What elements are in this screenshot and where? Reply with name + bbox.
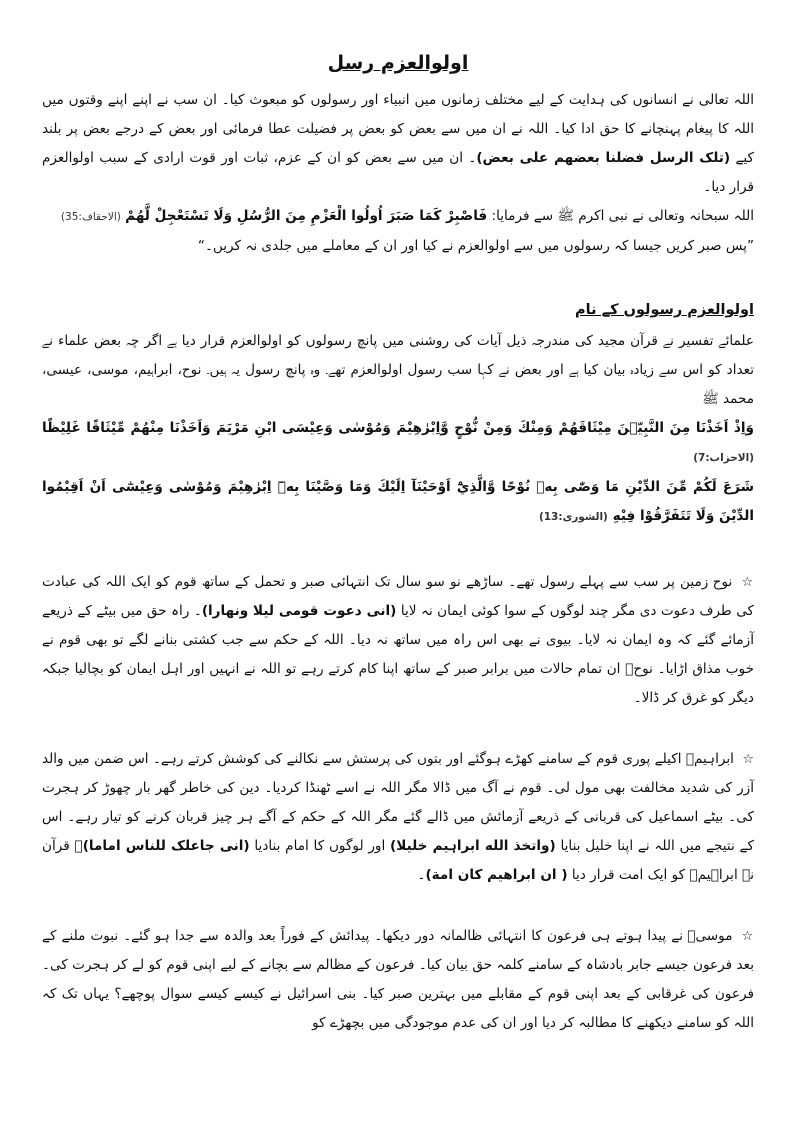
abraham-arabic-quote-2: (انی جاعلک للناس اماما) (82, 838, 250, 854)
star-icon: ☆ (742, 752, 755, 767)
intro-paragraph-2 (42, 202, 754, 232)
intro-arabic-quote: (تلک الرسل فضلنا بعضھم علی بعض) (476, 150, 731, 166)
noah-arabic-quote: (انی دعوت قومی لیلا ونھارا) (201, 603, 397, 619)
noah-text: نوح زمین پر سب سے پہلے رسول تھے۔ ساڑھے نو سو سال تک انتہائی صبر و تحمل کے ساتھ قوم کو ایک اللہ کی عبادت کی طرف دعوت دی مگر چند لوگوں کے سوا کوئی ایمان نہ لایا (42, 574, 755, 619)
verse-ahzab-reference: (الاحزاب:7) (693, 452, 754, 464)
intro-text-end: ۔ ان میں سے بعض کو ان کے عزم، ثبات اور قوت ارادی کے سبب اولوالعزم قرار دیا۔ (42, 150, 754, 195)
moses-paragraph (42, 922, 754, 1038)
abraham-arabic-quote-3: ( ان ابراھیم کان امة) (425, 867, 568, 883)
noah-text-2: ۔ راہ حق میں بیٹے کے ذریعے آزمائے گئے کہ وہ ایمان نہ لایا۔ بیوی نے بھی اس راہ میں ساتھ نہ دیا۔ اللہ کے حکم سے جب کشتی بنانے لگے تو بھی قوم نے خوب مذاق اڑایا۔ نوحؑ ان تمام حالات میں برابر صبر کے ساتھ اپنا کام کرتے رہے تو اللہ نے انہیں اور اہل ایمان کو بچالیا جبکہ دیگر کو غرق کر ڈالا۔ (42, 603, 754, 706)
noah-paragraph (42, 568, 754, 713)
moses-text: موسیؑ نے پیدا ہوتے ہی فرعون کا انتہائی ظالمانہ دور دیکھا۔ پیدائش کے فوراً بعد والدہ سے جدا ہو گئے۔ نبوت ملنے کے بعد فرعون جیسے جابر بادشاہ کے سامنے کلمہ حق بیان کیا۔ فرعون کے مظالم سے بچانے کے لیے اپنی قوم کو لے کر ہجرت کی۔ فرعون کی غرقابی کے بعد اپنی قوم کے مقابلے میں بہترین صبر کیا۔ بنی اسرائیل نے کیسے کیسے سوال پوچھے؟ یہاں تک کہ اللہ کو سامنے دیکھنے کا مطالبہ کر دیا اور ان کی عدم موجودگی میں بچھڑے کو (42, 928, 754, 1031)
verse-ahzab-text: وَاِذْ اَخَذْنَا مِنَ النَّبِيّٖنَ مِيْثَاقَهُمْ وَمِنْكَ وَمِنْ نُّوْحٍ وَّاِبْرٰهِيْمَ وَمُوْسٰى وَعِيْسَى ابْنِ مَرْيَمَ وَاَخَذْنَا مِنْهُمْ مِّيْثَاقًا غَلِيْظًا (42, 420, 754, 436)
intro-verse-reference: (الاحقاف:35) (60, 211, 121, 223)
document-page (42, 52, 754, 1038)
page-title: اولوالعزم رسل (327, 52, 469, 74)
section-heading: اولوالعزم رسولوں کے نام (575, 302, 754, 318)
verse-shura (42, 473, 754, 532)
star-icon: ☆ (741, 575, 754, 590)
intro-verse: فَاصْبِرْ كَمَا صَبَرَ اُولُوا الْعَزْمِ مِنَ الرُّسُلِ وَلَا تَسْتَعْجِلْ لَّهُمْ (125, 208, 488, 224)
intro-quote-lead: اللہ سبحانہ وتعالی نے نبی اکرم ﷺ سے فرمایا: (491, 208, 754, 224)
verse-ahzab (42, 414, 754, 473)
intro-text: اللہ تعالی نے انسانوں کی ہدایت کے لیے مختلف زمانوں میں انبیاء اور رسولوں کو مبعوث کیا۔ ان سب نے اپنے اپنے وقتوں میں اللہ کا پیغام پہنچانے کا حق ادا کیا۔ اللہ نے ان میں سے بعض کو بعض پر فضیلت عطا فرمائی اور بعض کے درجے بعض پر بلند کیے (42, 92, 754, 166)
section-paragraph: علمائے تفسیر نے قرآن مجید کی مندرجہ ذیل آیات کی روشنی میں پانچ رسولوں کو اولوالعزم قرار دیا ہے اگر چہ بعض علماء نے تعداد کو اس سے زیادہ بیان کیا ہے اور بعض نے کہا سب رسول اولوالعزم تھے۔ وہ پانچ رسول یہ ہیں۔ نوح، ابراہیم، موسی، عیسی، محمد ﷺ (42, 333, 754, 407)
abraham-text: ابراہیمؑ اکیلے پوری قوم کے سامنے کھڑے ہوگئے اور بتوں کی پرستش سے نکالنے کی کوشش کرتے رہے۔ اس ضمن میں والد آزر کی شدید مخالفت بھی مول لی۔ قوم نے آگ میں ڈالا مگر اللہ نے اسے ٹھنڈا کردیا۔ دین کی خاطر گھر بار چھوڑ کر ہجرت کی۔ بیٹے اسماعیل کی قربانی کے ذریعے آزمائش میں ڈالے گئے مگر اللہ کے حکم کے آگے ہر چیز قربان کرنے کو تیار رہے۔ اس کے نتیجے میں اللہ نے اپنا خلیل بنایا (42, 751, 754, 854)
abraham-paragraph (42, 745, 754, 890)
verse-shura-reference: (الشوری:13) (538, 511, 608, 523)
intro-translation: ”پس صبر کریں جیسا کہ رسولوں میں سے اولوالعزم نے کیا اور ان کے معاملے میں جلدی نہ کریں۔“ (197, 238, 754, 254)
abraham-text-2: اور لوگوں کا امام بنادیا (254, 838, 386, 854)
abraham-arabic-quote-1: (واتخذ الله ابراہیم خلیلا) (390, 838, 556, 854)
abraham-text-3: ۔ قرآن نے ابراہیمؑ کو ایک امت قرار دیا (42, 838, 754, 883)
verse-shura-text: شَرَعَ لَكُمْ مِّنَ الدِّيْنِ مَا وَصّٰى بِهٖ نُوْحًا وَّالَّذِيْٓ اَوْحَيْنَآ اِلَيْكَ وَمَا وَصَّيْنَا بِهٖٓ اِبْرٰهِيْمَ وَمُوْسٰى وَعِيْسٰٓى اَنْ اَقِيْمُوا الدِّيْنَ وَلَا تَتَفَرَّقُوْا فِيْهِ (42, 479, 754, 524)
abraham-text-4: ۔ (417, 867, 426, 883)
star-icon: ☆ (741, 929, 754, 944)
intro-paragraph-1 (42, 86, 754, 202)
